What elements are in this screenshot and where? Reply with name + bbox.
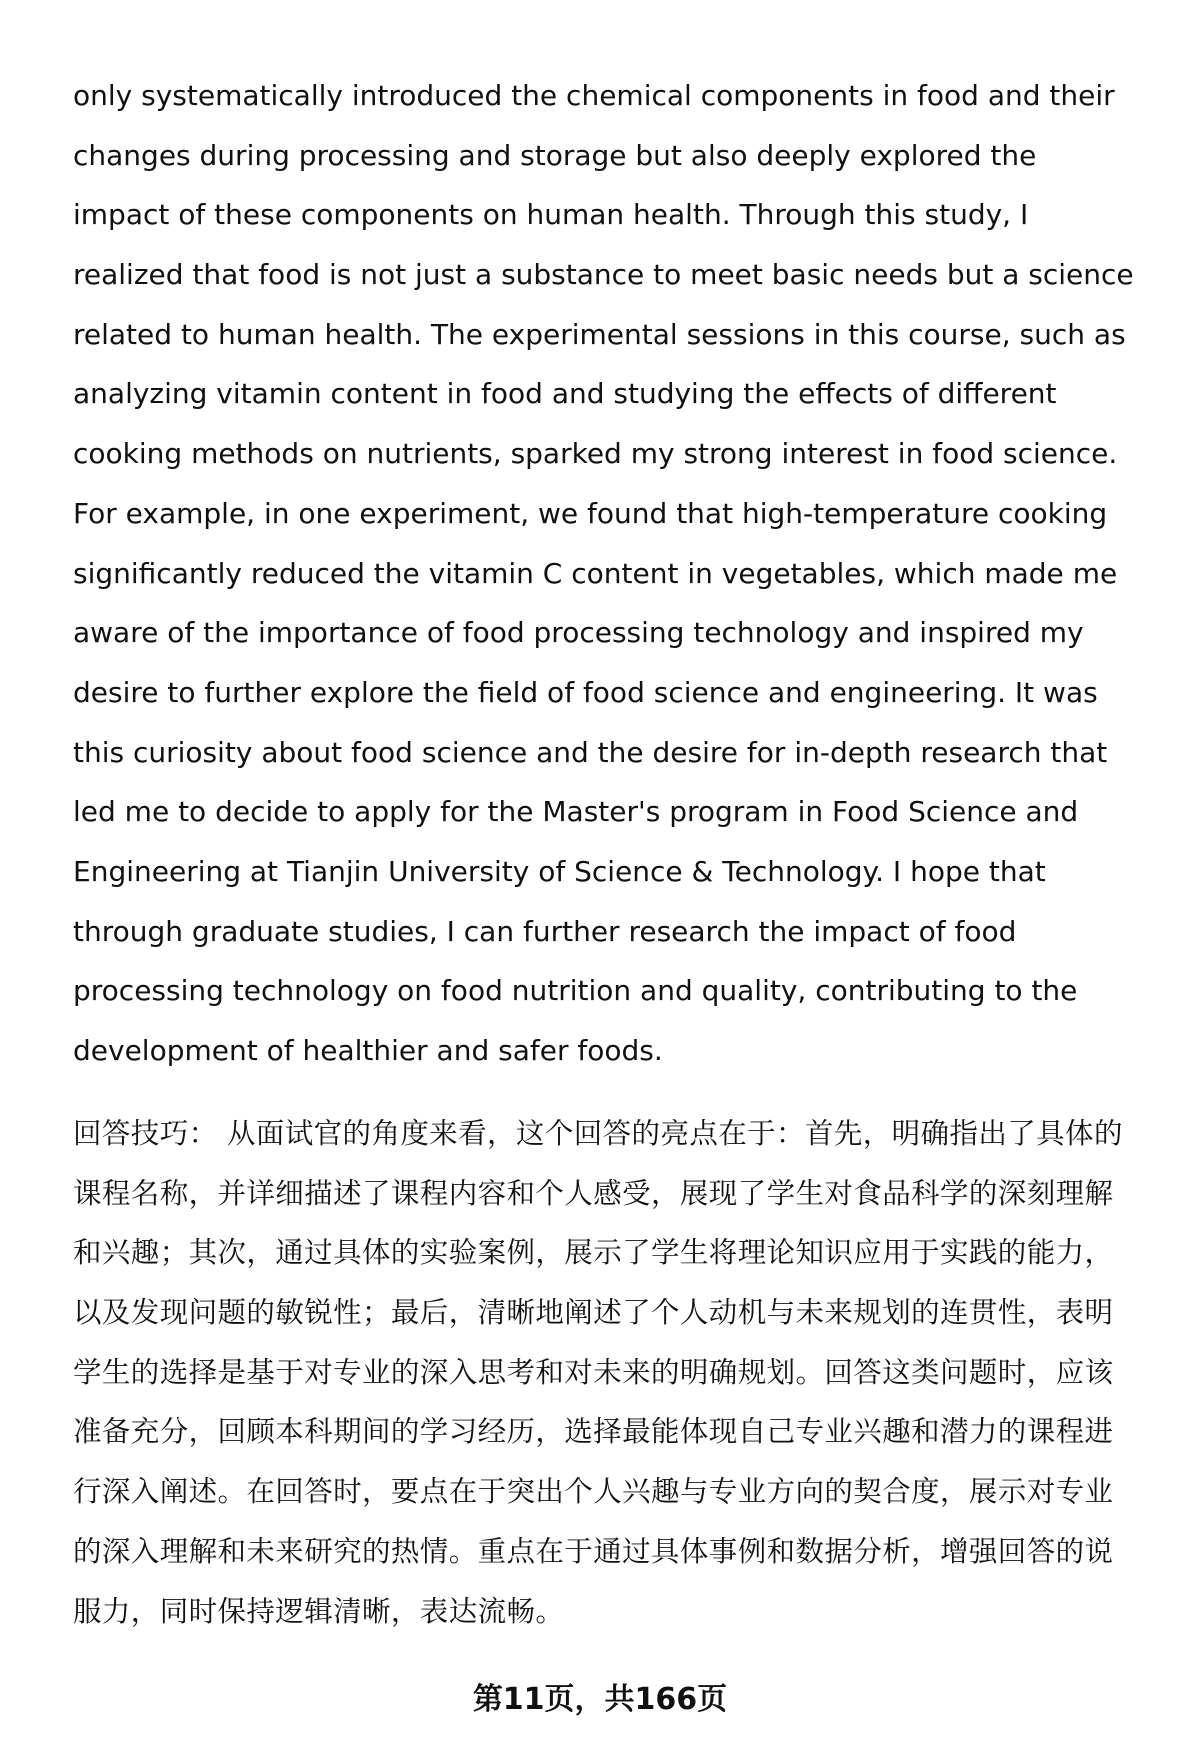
text-line: significantly reduced the vitamin C content in vegetables, which made me: [73, 556, 1118, 590]
text-line: related to human health. The experimental sessions in this course, such as: [73, 317, 1126, 351]
text-line: through graduate studies, I can further research the impact of food: [73, 914, 1017, 948]
text-line: 课程名称，并详细描述了课程内容和个人感受，展现了学生对食品科学的深刻理解: [73, 1176, 1114, 1210]
text-line: aware of the importance of food processing technology and inspired my: [73, 616, 1084, 650]
text-line: 以及发现问题的敏锐性；最后，清晰地阐述了个人动机与未来规划的连贯性，表明: [73, 1296, 1114, 1330]
text-line: this curiosity about food science and the desire for in-depth research that: [73, 735, 1108, 769]
text-line: development of healthier and safer foods.: [73, 1034, 663, 1067]
text-line: 行深入阐述。在回答时，要点在于突出个人兴趣与专业方向的契合度，展示对专业: [73, 1475, 1114, 1509]
text-line: Engineering at Tianjin University of Science & Technology. I hope that: [73, 854, 1046, 888]
page-number: 第11页，共166页: [472, 1682, 728, 1717]
text-line: impact of these components on human health. Through this study, I: [73, 198, 1029, 232]
text-line: 的深入理解和未来研究的热情。重点在于通过具体事例和数据分析，增强回答的说: [73, 1534, 1114, 1568]
answer-tips-paragraph: [73, 1104, 1173, 1641]
text-line: cooking methods on nutrients, sparked my strong interest in food science.: [73, 437, 1118, 471]
text-line: analyzing vitamin content in food and studying the effects of different: [73, 377, 1057, 411]
text-line: led me to decide to apply for the Master's program in Food Science and: [73, 795, 1079, 829]
text-line: processing technology on food nutrition and quality, contributing to the: [73, 974, 1078, 1008]
text-line: changes during processing and storage but also deeply explored the: [73, 138, 1037, 172]
text-line: 回答技巧： 从面试官的角度来看，这个回答的亮点在于：首先，明确指出了具体的: [73, 1117, 1123, 1150]
answer-paragraph: [73, 66, 1173, 1081]
text-line: realized that food is not just a substance to meet basic needs but a science: [73, 258, 1134, 292]
text-line: 学生的选择是基于对专业的深入思考和对未来的明确规划。回答这类问题时，应该: [73, 1355, 1114, 1389]
text-line: 服力，同时保持逻辑清晰，表达流畅。: [73, 1594, 565, 1628]
text-line: 和兴趣；其次，通过具体的实验案例，展示了学生将理论知识应用于实践的能力，: [73, 1236, 1114, 1270]
text-line: For example, in one experiment, we found that high-temperature cooking: [73, 496, 1108, 530]
text-line: 准备充分，回顾本科期间的学习经历，选择最能体现自己专业兴趣和潜力的课程进: [73, 1415, 1114, 1449]
text-line: only systematically introduced the chemical components in food and their: [73, 79, 1115, 112]
text-line: desire to further explore the field of food science and engineering. It was: [73, 675, 1098, 709]
